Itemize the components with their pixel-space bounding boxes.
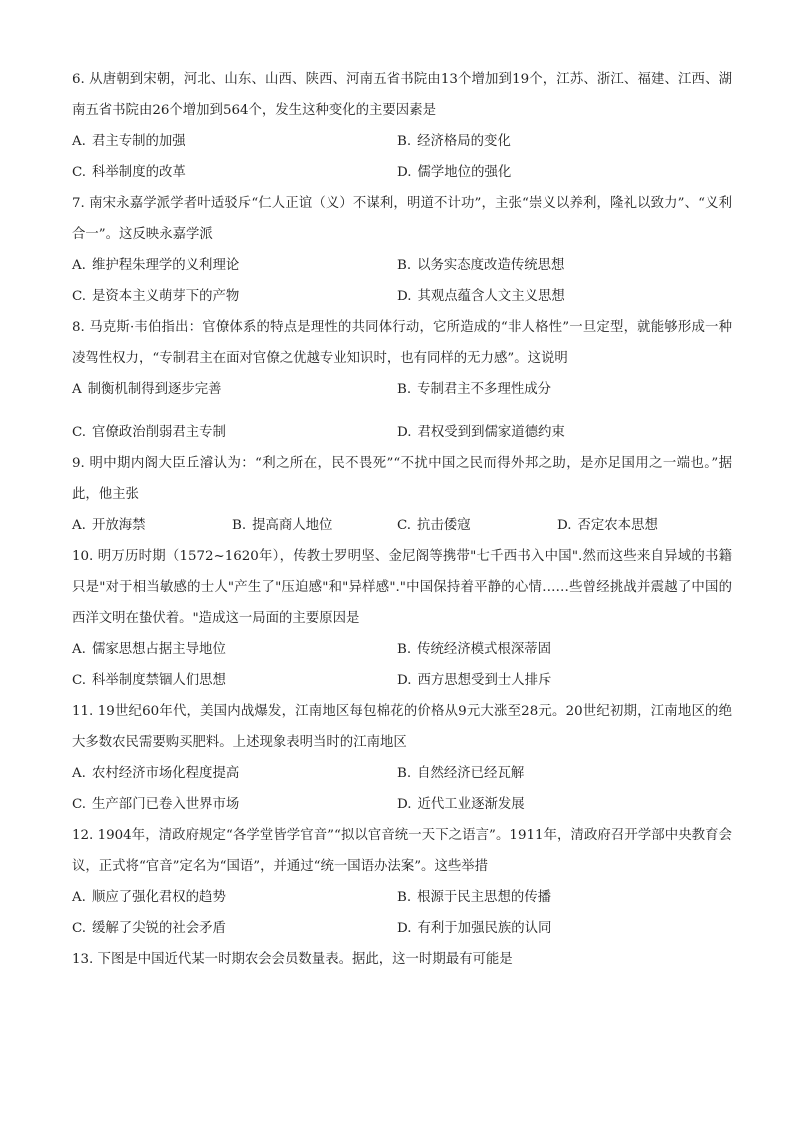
option-row <box>72 281 732 312</box>
question-stem: 8. 马克斯·韦伯指出：官僚体系的特点是理性的共同体行动，它所造成的“非人格性”一旦定型，就能够形成一种凌驾性权力，“专制君主在面对官僚之优越专业知识时，也有同样的无力感”。这说明 <box>72 320 732 366</box>
option-c[interactable]: C. 是资本主义萌芽下的产物 <box>72 289 240 304</box>
option-a[interactable]: A. 开放海禁 <box>72 518 146 533</box>
option-row <box>72 913 732 944</box>
option-d[interactable]: D. 西方思想受到士人排斥 <box>397 673 552 688</box>
option-b[interactable]: B. 以务实态度改造传统思想 <box>397 258 565 273</box>
option-c[interactable]: C. 科举制度禁锢人们思想 <box>72 673 226 688</box>
question-9 <box>72 448 732 541</box>
option-c[interactable]: C. 生产部门已卷入世界市场 <box>72 797 240 812</box>
option-d[interactable]: D. 君权受到到儒家道德约束 <box>397 425 565 440</box>
question-12 <box>72 820 732 944</box>
option-row <box>72 374 732 405</box>
question-8 <box>72 312 732 448</box>
option-b[interactable]: B. 提高商人地位 <box>232 518 333 533</box>
option-c[interactable]: C. 官僚政治削弱君主专制 <box>72 425 226 440</box>
option-row <box>72 126 732 157</box>
option-c[interactable]: C. 缓解了尖锐的社会矛盾 <box>72 921 226 936</box>
question-stem: 6. 从唐朝到宋朝，河北、山东、山西、陕西、河南五省书院由13个增加到19个，江苏、浙江、福建、江西、湖南五省书院由26个增加到564个，发生这种变化的主要因素是 <box>72 72 732 118</box>
question-stem: 9. 明中期内阁大臣丘濬认为：“利之所在，民不畏死”“不扰中国之民而得外邦之助，是亦足国用之一端也。”据此，他主张 <box>72 456 732 502</box>
option-d[interactable]: D. 近代工业逐渐发展 <box>397 797 525 812</box>
question-stem: 12. 1904年，清政府规定“各学堂皆学官音”“拟以官音统一天下之语言”。1911年，清政府召开学部中央教育会议，正式将“官音”定名为“国语”，并通过“统一国语办法案”。这些举措 <box>72 828 732 874</box>
option-a[interactable]: A. 顺应了强化君权的趋势 <box>72 890 226 905</box>
option-c[interactable]: C. 抗击倭寇 <box>397 518 471 533</box>
option-b[interactable]: B. 专制君主不多理性成分 <box>397 382 552 397</box>
option-row <box>72 157 732 188</box>
option-row <box>72 250 732 281</box>
question-stem: 7. 南宋永嘉学派学者叶适驳斥“仁人正谊（义）不谋利，明道不计功”，主张“崇义以养利，隆礼以致力”、“义利合一”。这反映永嘉学派 <box>72 196 732 242</box>
option-row <box>72 758 732 789</box>
option-row <box>72 789 732 820</box>
question-11 <box>72 696 732 820</box>
question-7 <box>72 188 732 312</box>
option-d[interactable]: D. 否定农本思想 <box>557 518 658 533</box>
question-10 <box>72 541 732 696</box>
option-d[interactable]: D. 其观点蕴含人文主义思想 <box>397 289 565 304</box>
option-a[interactable]: A. 维护程朱理学的义利理论 <box>72 258 240 273</box>
option-row <box>72 634 732 665</box>
option-row <box>72 417 732 448</box>
option-b[interactable]: B. 经济格局的变化 <box>397 134 511 149</box>
option-a[interactable]: A 制衡机制得到逐步完善 <box>72 382 222 397</box>
spacer <box>72 405 732 417</box>
option-b[interactable]: B. 根源于民主思想的传播 <box>397 890 552 905</box>
option-a[interactable]: A. 儒家思想占据主导地位 <box>72 642 226 657</box>
question-stem: 10. 明万历时期（1572~1620年），传教士罗明坚、金尼阁等携带"七千西书入中国".然而这些来自异域的书籍只是"对于相当敏感的士人"产生了"压迫感"和"异样感"."中国保持着平静的心情……些曾经挑战并震越了中国的西洋文明在蛰伏着。"造成这一局面的主要原因是 <box>72 549 732 626</box>
option-b[interactable]: B. 传统经济模式根深蒂固 <box>397 642 552 657</box>
question-stem: 11. 19世纪60年代，美国内战爆发，江南地区每包棉花的价格从9元大涨至28元。20世纪初期，江南地区的绝大多数农民需要购买肥料。上述现象表明当时的江南地区 <box>72 704 732 750</box>
option-c[interactable]: C. 科举制度的改革 <box>72 165 186 180</box>
option-a[interactable]: A. 农村经济市场化程度提高 <box>72 766 240 781</box>
option-row <box>72 882 732 913</box>
question-13 <box>72 944 732 975</box>
option-d[interactable]: D. 有利于加强民族的认同 <box>397 921 552 936</box>
option-d[interactable]: D. 儒学地位的强化 <box>397 165 512 180</box>
option-row <box>72 510 732 541</box>
option-a[interactable]: A. 君主专制的加强 <box>72 134 186 149</box>
option-b[interactable]: B. 自然经济已经瓦解 <box>397 766 525 781</box>
question-6 <box>72 64 732 188</box>
option-row <box>72 665 732 696</box>
question-stem: 13. 下图是中国近代某一时期农会会员数量表。据此，这一时期最有可能是 <box>72 952 513 967</box>
